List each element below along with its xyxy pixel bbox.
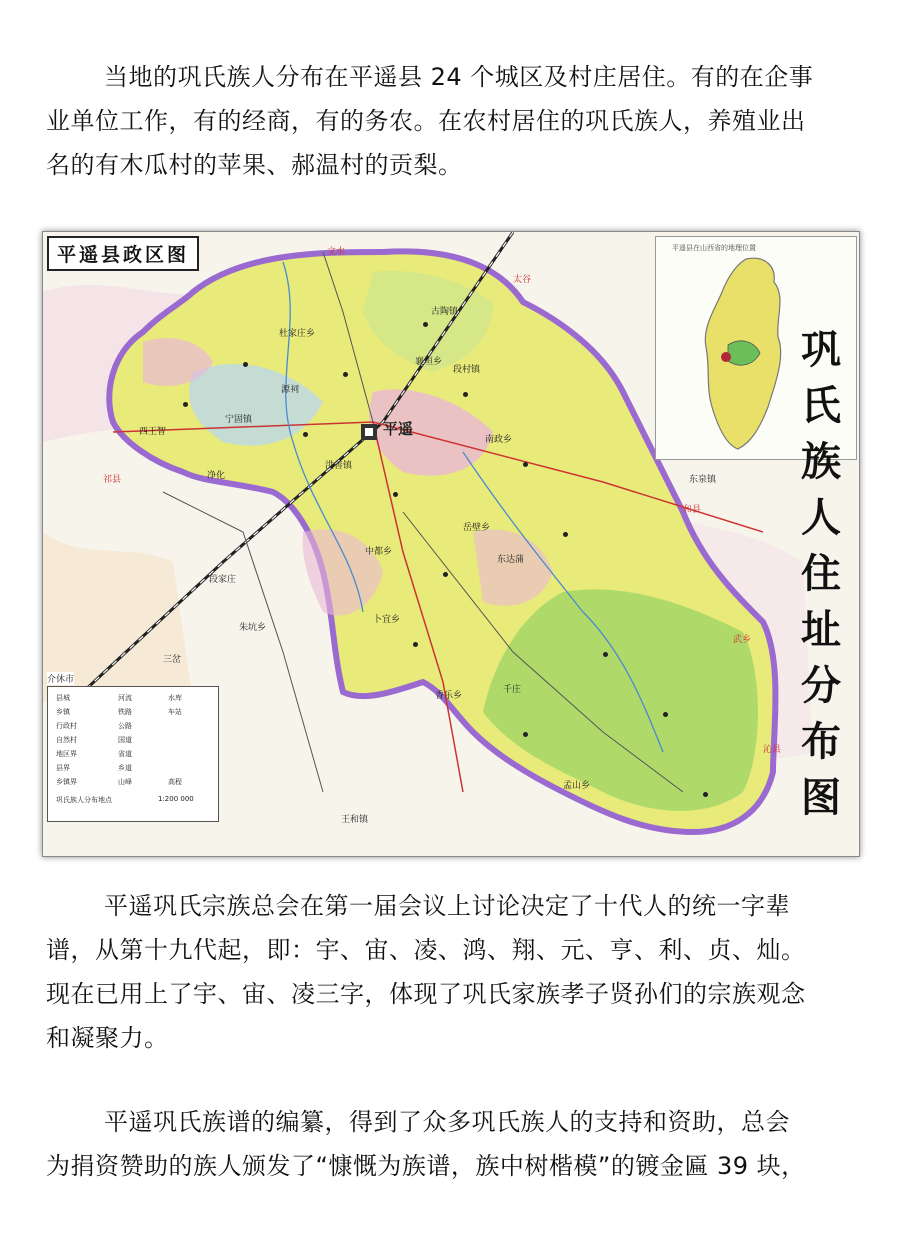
town-label: 武乡 (733, 635, 752, 645)
legend-item: 巩氏族人分布地点 (56, 796, 112, 804)
legend-item: 国道 (118, 736, 132, 744)
town-label: 洪善镇 (325, 461, 353, 471)
legend-item: 车站 (168, 708, 182, 716)
village-dot (243, 362, 248, 367)
village-dot (413, 642, 418, 647)
title-char: 分 (801, 663, 841, 709)
village-dot (443, 572, 448, 577)
town-label: 段家庄 (209, 575, 237, 585)
town-label: 祁县 (103, 475, 122, 485)
town-label: 南政乡 (485, 435, 513, 445)
town-label: 朱坑乡 (239, 623, 267, 633)
town-label: 卜宜乡 (373, 615, 401, 625)
text-line: 为捐资赞助的族人颁发了“慷慨为族谱，族中树楷模”的镀金匾 39 块， (46, 1152, 806, 1180)
legend-item: 县界 (56, 764, 70, 772)
title-char: 人 (801, 495, 841, 541)
town-label: 千庄 (503, 685, 522, 695)
text-line: 当地的巩氏族人分布在平遥县 24 个城区及村庄居住。有的在企事 (104, 63, 814, 91)
village-dot (703, 792, 708, 797)
village-dot (523, 462, 528, 467)
town-label: 源祠 (281, 385, 300, 395)
text-line: 名的有木瓜村的苹果、郝温村的贡梨。 (46, 151, 463, 179)
village-dot (523, 732, 528, 737)
legend-item: 自然村 (56, 736, 77, 744)
city-label: 平遥 (383, 420, 414, 438)
village-dot (183, 402, 188, 407)
map-legend (47, 686, 219, 822)
town-label: 段村镇 (453, 365, 481, 375)
town-label: 宁固镇 (225, 415, 253, 425)
legend-item: 地区界 (56, 750, 77, 758)
legend-item: 乡道 (118, 764, 132, 772)
town-label: 净化 (207, 471, 226, 481)
paragraph-compilation (46, 1100, 858, 1188)
town-label: 中都乡 (365, 547, 393, 557)
title-char: 图 (801, 775, 841, 821)
title-char: 巩 (801, 327, 841, 373)
legend-item: 乡镇 (56, 708, 70, 716)
town-label: 沁县 (763, 745, 782, 755)
village-dot (343, 372, 348, 377)
title-char: 族 (801, 439, 841, 485)
town-label: 襄垣乡 (415, 357, 443, 367)
town-label: 三岔 (163, 655, 182, 665)
town-label: 和县 (683, 505, 702, 515)
town-label: 太谷 (513, 275, 532, 285)
text-line: 现在已用上了宇、宙、凌三字，体现了巩氏家族孝子贤孙们的宗族观念 (46, 980, 806, 1008)
legend-item: 水库 (168, 694, 182, 702)
village-dot (603, 652, 608, 657)
village-dot (303, 432, 308, 437)
map-title: 平遥县政区图 (47, 236, 199, 271)
legend-item: 乡镇界 (56, 778, 77, 786)
village-dot (393, 492, 398, 497)
town-label: 西王智 (139, 427, 167, 437)
legend-item: 公路 (118, 722, 132, 730)
town-label: 王和镇 (341, 815, 369, 825)
village-dot (463, 392, 468, 397)
town-label: 古陶镇 (431, 307, 459, 317)
town-label: 介休市 (47, 672, 74, 685)
village-dot (423, 322, 428, 327)
title-char: 址 (801, 607, 841, 653)
paragraph-generation-names (46, 884, 858, 1060)
legend-item: 高程 (168, 778, 182, 786)
village-dot (563, 532, 568, 537)
title-char: 布 (801, 719, 841, 765)
village-dot (663, 712, 668, 717)
legend-item: 省道 (118, 750, 132, 758)
legend-item: 山峰 (118, 778, 132, 786)
text-line: 谱，从第十九代起，即：宇、宙、凌、鸿、翔、元、亨、利、贞、灿。 (46, 936, 806, 964)
town-label: 东泉镇 (689, 475, 717, 485)
town-label: 岳壁乡 (463, 523, 491, 533)
legend-item: 行政村 (56, 722, 77, 730)
text-line: 平遥巩氏族谱的编纂，得到了众多巩氏族人的支持和资助，总会 (104, 1108, 790, 1136)
town-label: 香乐乡 (435, 691, 463, 701)
title-char: 住 (801, 551, 841, 597)
text-line: 和凝聚力。 (46, 1024, 169, 1052)
town-label: 东达蒲 (497, 555, 525, 565)
town-label: 文水 (327, 247, 346, 257)
town-label: 孟山乡 (563, 781, 591, 791)
legend-scale: 1:200 000 (158, 795, 194, 803)
title-char: 氏 (801, 383, 841, 429)
town-label: 杜家庄乡 (279, 329, 316, 339)
legend-item: 县城 (56, 694, 70, 702)
text-line: 业单位工作，有的经商，有的务农。在农村居住的巩氏族人，养殖业出 (46, 107, 806, 135)
inset-caption: 平遥县在山西省的地理位置 (672, 244, 756, 252)
legend-item: 河流 (118, 694, 132, 702)
map-vertical-title (795, 322, 847, 826)
text-line: 平遥巩氏宗族总会在第一届会议上讨论决定了十代人的统一字辈 (104, 892, 790, 920)
legend-item: 铁路 (118, 708, 132, 716)
map-figure (42, 231, 860, 857)
paragraph-intro (46, 55, 858, 187)
